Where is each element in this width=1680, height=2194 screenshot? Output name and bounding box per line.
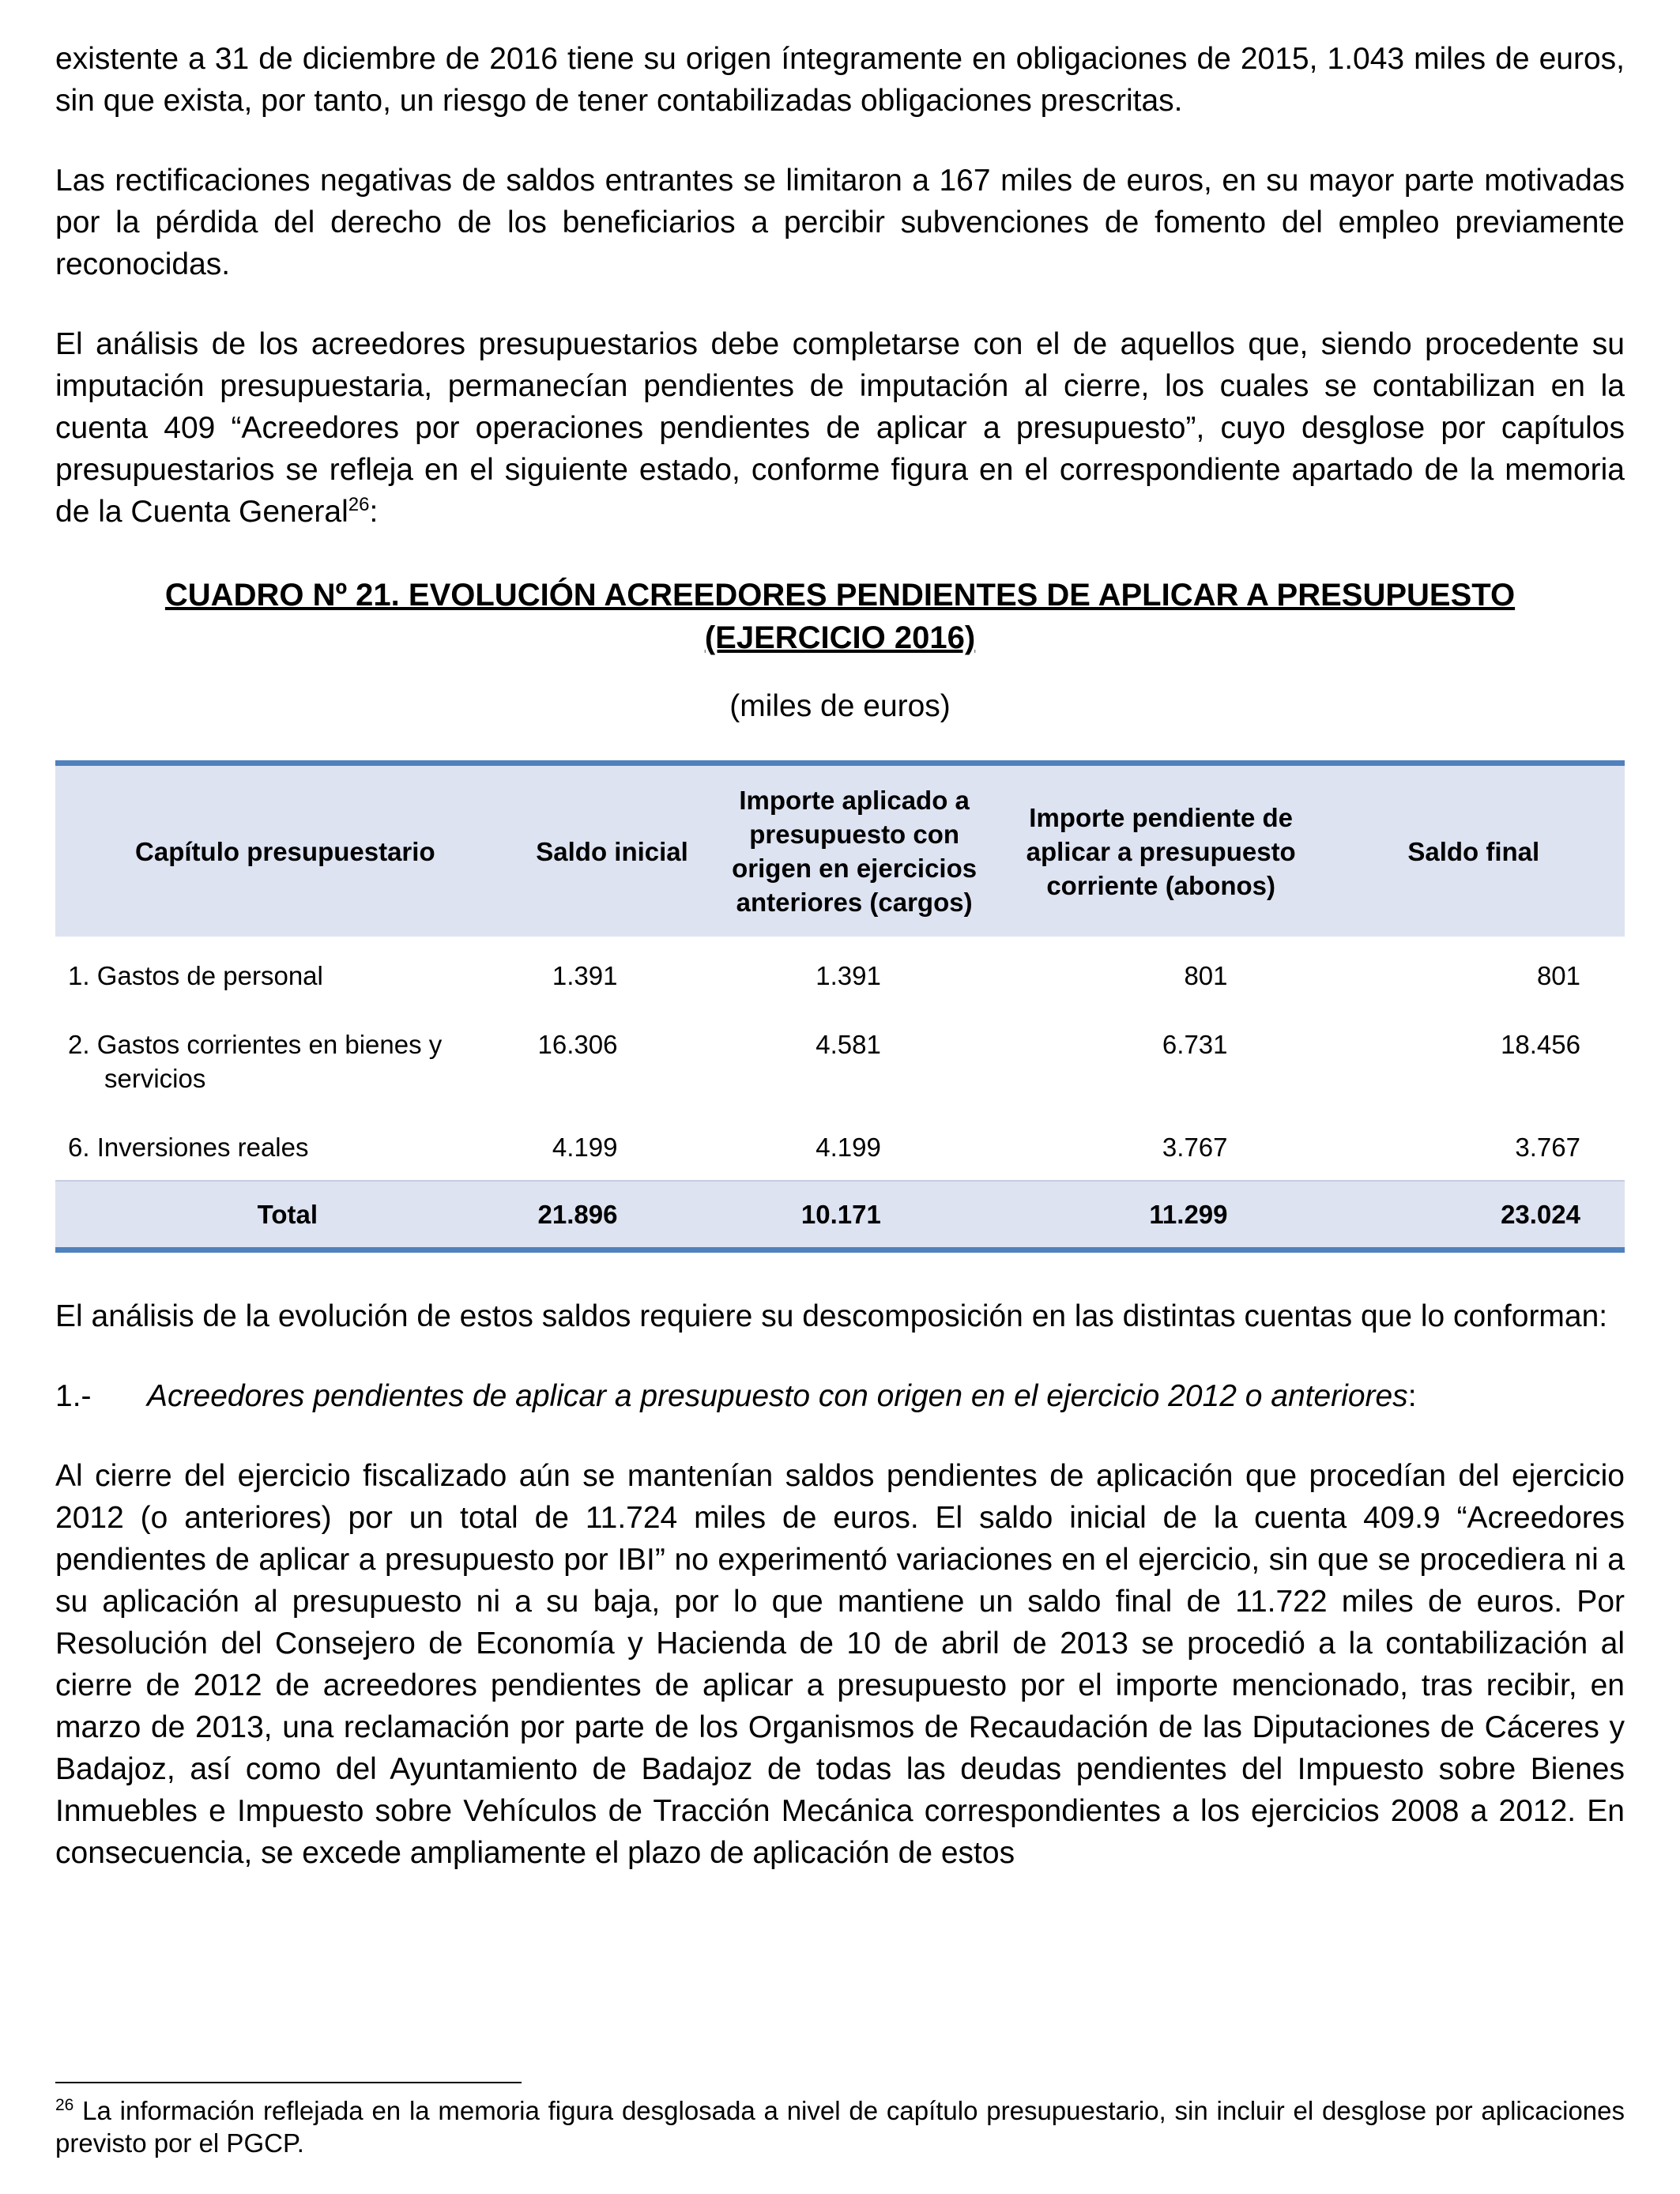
cell-saldo-inicial: 1.391: [552, 961, 618, 990]
cell-saldo-final: 3.767: [1515, 1133, 1580, 1162]
header-capitulo: Capítulo presupuestario: [55, 763, 515, 938]
header-saldo-inicial: Saldo inicial: [515, 763, 710, 938]
paragraph-after-table: El análisis de la evolución de estos saldos requiere su descomposición en las distintas cuentas que lo conforman:: [55, 1299, 1608, 1333]
row-label: [55, 937, 515, 1012]
cell-saldo-inicial: 16.306: [537, 1030, 618, 1059]
paragraph-2: Las rectificaciones negativas de saldos entrantes se limitaron a 167 miles de euros, en su mayor parte motivadas por la pérdida del derecho de los beneficiarios a percibir subvenciones de fomento del empleo previamente reconocidas.: [55, 164, 1625, 281]
row-label: [55, 1114, 515, 1181]
paragraph-3-text: El análisis de los acreedores presupuestarios debe completarse con el de aquellos que, siendo procedente su imputación presupuestaria, permanecían pendientes de imputación al cierre, los cuales se contabilizan en la cuenta 409 “Acreedores por operaciones pendientes de aplicar a presupuesto”, cuyo desglose por capítulos presupuestarios se refleja en el siguiente estado, conforme figura en el correspondiente apartado de la memoria de la Cuenta General: [55, 327, 1625, 529]
cell-saldo-final: 801: [1536, 961, 1580, 990]
total-saldo-inicial: 21.896: [515, 1181, 710, 1250]
row-label-text: 2. Gastos corrientes en bienes y servicios: [68, 1030, 443, 1093]
paragraph-3: [55, 323, 1625, 533]
footnote-number: 26: [55, 2096, 74, 2114]
paragraph-3-end: :: [369, 495, 379, 529]
footnote-text: La información reflejada en la memoria figura desglosada a nivel de capítulo presupuestario, sin incluir el desglose por aplicaciones previsto por el PGCP.: [55, 2096, 1625, 2158]
row-label: [55, 1012, 515, 1114]
table-title-line-2: (EJERCICIO 2016): [704, 620, 976, 655]
list-item-text: Acreedores pendientes de aplicar a presupuesto con origen en el ejercicio 2012 o anteriores: [147, 1379, 1408, 1413]
cuadro-21-table: [55, 760, 1625, 1253]
header-cargos: Importe aplicado a presupuesto con origen en ejercicios anteriores (cargos): [709, 763, 999, 938]
list-item-body: [147, 1375, 1417, 1417]
document-page: [55, 38, 1625, 1912]
cell-abonos: 6.731: [1162, 1030, 1228, 1059]
footnote-reference[interactable]: 26: [348, 494, 370, 515]
cell-abonos: 801: [1184, 961, 1228, 990]
total-cargos: 10.171: [709, 1181, 999, 1250]
total-abonos: 11.299: [1000, 1181, 1323, 1250]
table-total-row: [55, 1181, 1625, 1250]
total-label: Total: [55, 1181, 515, 1250]
table-title-line-1: CUADRO Nº 21. EVOLUCIÓN ACREEDORES PENDIENTES DE APLICAR A PRESUPUESTO: [164, 578, 1516, 613]
cell-saldo-final: 18.456: [1501, 1030, 1580, 1059]
footnote-divider: [55, 2082, 522, 2083]
cell-saldo-inicial: 4.199: [552, 1133, 618, 1162]
list-item-suffix: :: [1407, 1379, 1417, 1413]
total-saldo-final: 23.024: [1323, 1181, 1625, 1250]
row-label-text: 6. Inversiones reales: [68, 1133, 309, 1162]
paragraph-1: existente a 31 de diciembre de 2016 tiene su origen íntegramente en obligaciones de 2015, 1.043 miles de euros, sin que exista, por tanto, un riesgo de tener contabilizadas obligaciones prescritas.: [55, 42, 1625, 118]
table-row: [55, 1012, 1625, 1114]
row-label-text: 1. Gastos de personal: [68, 961, 323, 990]
table-row: [55, 937, 1625, 1012]
table-header-row: [55, 763, 1625, 938]
list-item-number: 1.-: [55, 1379, 92, 1413]
cell-cargos: 1.391: [816, 961, 881, 990]
table-row: [55, 1114, 1625, 1181]
header-saldo-final: Saldo final: [1323, 763, 1625, 938]
table-units: (miles de euros): [729, 689, 951, 723]
cell-cargos: 4.199: [816, 1133, 881, 1162]
footnote: [55, 2094, 1625, 2159]
list-item: [55, 1375, 1625, 1417]
cell-cargos: 4.581: [816, 1030, 881, 1059]
paragraph-final: Al cierre del ejercicio fiscalizado aún se mantenían saldos pendientes de aplicación que procedían del ejercicio 2012 (o anteriores) por un total de 11.724 miles de euros. El saldo inicial de la cuenta 409.9 “Acreedores pendientes de aplicar a presupuesto por IBI” no experimentó variaciones en el ejercicio, sin que se procediera ni a su aplicación al presupuesto ni a su baja, por lo que mantiene un saldo final de 11.722 miles de euros. Por Resolución del Consejero de Economía y Hacienda de 10 de abril de 2013 se procedió a la contabilización al cierre de 2012 de acreedores pendientes de aplicar a presupuesto por el importe mencionado, tras recibir, en marzo de 2013, una reclamación por parte de los Organismos de Recaudación de las Diputaciones de Cáceres y Badajoz, así como del Ayuntamiento de Badajoz de todas las deudas pendientes del Impuesto sobre Bienes Inmuebles e Impuesto sobre Vehículos de Tracción Mecánica correspondientes a los ejercicios 2008 a 2012. En consecuencia, se excede ampliamente el plazo de aplicación de estos: [55, 1459, 1625, 1870]
header-abonos: Importe pendiente de aplicar a presupuesto corriente (abonos): [1000, 763, 1323, 938]
cell-abonos: 3.767: [1162, 1133, 1228, 1162]
